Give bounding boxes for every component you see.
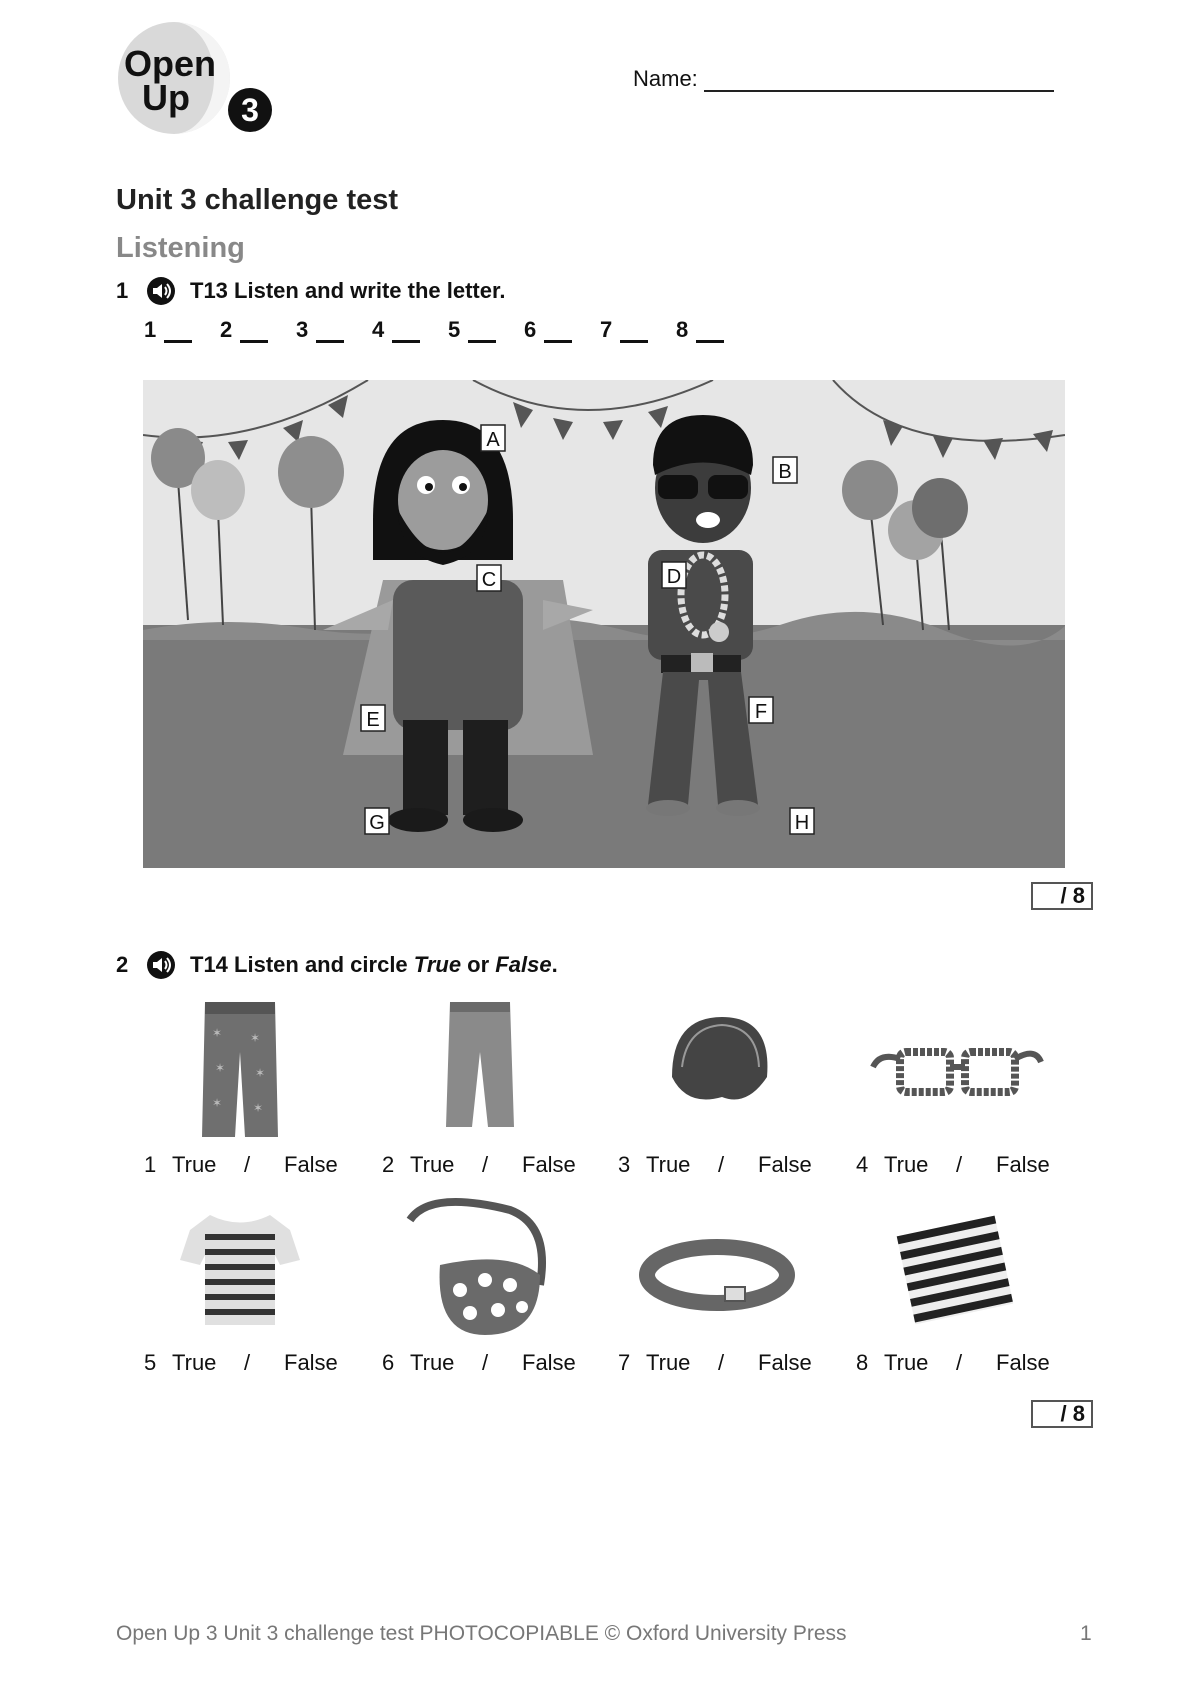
answer-blank[interactable] bbox=[144, 317, 220, 343]
answer-blank[interactable] bbox=[448, 317, 524, 343]
false-option[interactable]: False bbox=[996, 1152, 1050, 1177]
option-separator: / bbox=[482, 1350, 489, 1375]
false-option[interactable]: False bbox=[522, 1350, 576, 1375]
true-false-item bbox=[144, 1152, 364, 1178]
striped-tshirt-icon bbox=[150, 1195, 330, 1345]
item-number: 4 bbox=[856, 1152, 869, 1177]
false-option[interactable]: False bbox=[284, 1350, 338, 1375]
trousers-icon bbox=[390, 997, 570, 1147]
question-1-track: T13 bbox=[190, 278, 228, 303]
label-e: E bbox=[366, 709, 380, 731]
label-f: F bbox=[754, 701, 768, 723]
option-separator: / bbox=[244, 1152, 251, 1177]
question-1-number: 1 bbox=[116, 278, 129, 303]
blank-number: 4 bbox=[372, 317, 385, 342]
blank-number: 8 bbox=[676, 317, 689, 342]
page-footer: Open Up 3 Unit 3 challenge test PHOTOCOPIABLE © Oxford University Press bbox=[116, 1622, 847, 1645]
label-b: B bbox=[778, 461, 792, 483]
logo-word-open: Open bbox=[124, 43, 217, 84]
item-number: 1 bbox=[144, 1152, 157, 1177]
logo-word-up: Up bbox=[142, 77, 190, 118]
svg-text:✶: ✶ bbox=[212, 1096, 223, 1110]
question-1-instruction: Listen and write the letter. bbox=[234, 278, 506, 303]
blank-number: 2 bbox=[220, 317, 233, 342]
true-option[interactable]: True bbox=[884, 1350, 929, 1375]
item-number: 3 bbox=[618, 1152, 631, 1177]
svg-text:✶: ✶ bbox=[253, 1101, 264, 1115]
false-option[interactable]: False bbox=[758, 1152, 812, 1177]
label-a: A bbox=[486, 429, 500, 451]
name-field bbox=[633, 66, 1054, 92]
true-option[interactable]: True bbox=[646, 1152, 691, 1177]
name-label: Name: bbox=[633, 66, 698, 91]
question-1-score-box: / 8 bbox=[1031, 882, 1093, 910]
item-number: 6 bbox=[382, 1350, 395, 1375]
audio-speaker-icon bbox=[146, 276, 176, 306]
page-number: 1 bbox=[1080, 1622, 1092, 1645]
true-option[interactable]: True bbox=[410, 1350, 455, 1375]
true-false-item bbox=[618, 1152, 838, 1178]
option-separator: / bbox=[956, 1350, 963, 1375]
answer-blanks bbox=[144, 317, 752, 343]
option-separator: / bbox=[956, 1152, 963, 1177]
name-blank[interactable] bbox=[704, 72, 1054, 92]
item-number: 8 bbox=[856, 1350, 869, 1375]
true-false-item bbox=[856, 1350, 1076, 1376]
striped-scarf-icon bbox=[865, 1195, 1045, 1345]
true-false-item bbox=[382, 1350, 602, 1376]
belt-icon bbox=[627, 1195, 807, 1345]
answer-blank[interactable] bbox=[220, 317, 296, 343]
false-option[interactable]: False bbox=[284, 1152, 338, 1177]
svg-text:✶: ✶ bbox=[250, 1031, 261, 1045]
item-number: 2 bbox=[382, 1152, 395, 1177]
true-option[interactable]: True bbox=[172, 1152, 217, 1177]
true-option[interactable]: True bbox=[172, 1350, 217, 1375]
option-separator: / bbox=[244, 1350, 251, 1375]
false-option[interactable]: False bbox=[758, 1350, 812, 1375]
question-2-instruction-end: . bbox=[551, 952, 558, 977]
party-scene-illustration bbox=[143, 380, 1065, 868]
false-option[interactable]: False bbox=[996, 1350, 1050, 1375]
true-option[interactable]: True bbox=[410, 1152, 455, 1177]
blank-number: 6 bbox=[524, 317, 537, 342]
question-1-heading bbox=[116, 276, 505, 306]
option-separator: / bbox=[718, 1350, 725, 1375]
logo-number: 3 bbox=[241, 92, 259, 128]
item-number: 7 bbox=[618, 1350, 631, 1375]
label-h: H bbox=[794, 812, 810, 834]
audio-speaker-icon bbox=[146, 950, 176, 980]
item-number: 5 bbox=[144, 1350, 157, 1375]
question-2-instruction-mid: or bbox=[461, 952, 496, 977]
blank-number: 1 bbox=[144, 317, 157, 342]
true-false-item bbox=[856, 1152, 1076, 1178]
question-2-track: T14 bbox=[190, 952, 228, 977]
svg-text:✶: ✶ bbox=[215, 1061, 226, 1075]
answer-blank[interactable] bbox=[600, 317, 676, 343]
section-heading: Listening bbox=[116, 232, 245, 264]
true-false-item bbox=[618, 1350, 838, 1376]
label-c: C bbox=[481, 569, 497, 591]
answer-blank[interactable] bbox=[524, 317, 600, 343]
answer-blank[interactable] bbox=[676, 317, 752, 343]
question-2-instruction-false: False bbox=[495, 952, 552, 977]
glasses-icon bbox=[865, 997, 1045, 1147]
svg-text:✶: ✶ bbox=[212, 1026, 223, 1040]
option-separator: / bbox=[482, 1152, 489, 1177]
true-option[interactable]: True bbox=[646, 1350, 691, 1375]
answer-blank[interactable] bbox=[372, 317, 448, 343]
answer-blank[interactable] bbox=[296, 317, 372, 343]
true-option[interactable]: True bbox=[884, 1152, 929, 1177]
page-title: Unit 3 challenge test bbox=[116, 184, 399, 216]
question-2-score-box: / 8 bbox=[1031, 1400, 1093, 1428]
false-option[interactable]: False bbox=[522, 1152, 576, 1177]
question-2-heading bbox=[116, 950, 558, 980]
blank-number: 5 bbox=[448, 317, 461, 342]
star-jeans-icon bbox=[150, 997, 330, 1147]
spotted-bag-icon bbox=[390, 1195, 570, 1345]
svg-text:✶: ✶ bbox=[255, 1066, 266, 1080]
label-d: D bbox=[666, 566, 682, 588]
true-false-item bbox=[144, 1350, 364, 1376]
question-2-number: 2 bbox=[116, 952, 129, 977]
true-false-item bbox=[382, 1152, 602, 1178]
label-g: G bbox=[369, 812, 385, 834]
blank-number: 3 bbox=[296, 317, 309, 342]
question-2-instruction-true: True bbox=[413, 952, 462, 977]
blank-number: 7 bbox=[600, 317, 613, 342]
question-2-instruction-pre: Listen and circle bbox=[234, 952, 414, 977]
wig-icon bbox=[627, 997, 807, 1147]
option-separator: / bbox=[718, 1152, 725, 1177]
open-up-logo bbox=[112, 20, 282, 140]
